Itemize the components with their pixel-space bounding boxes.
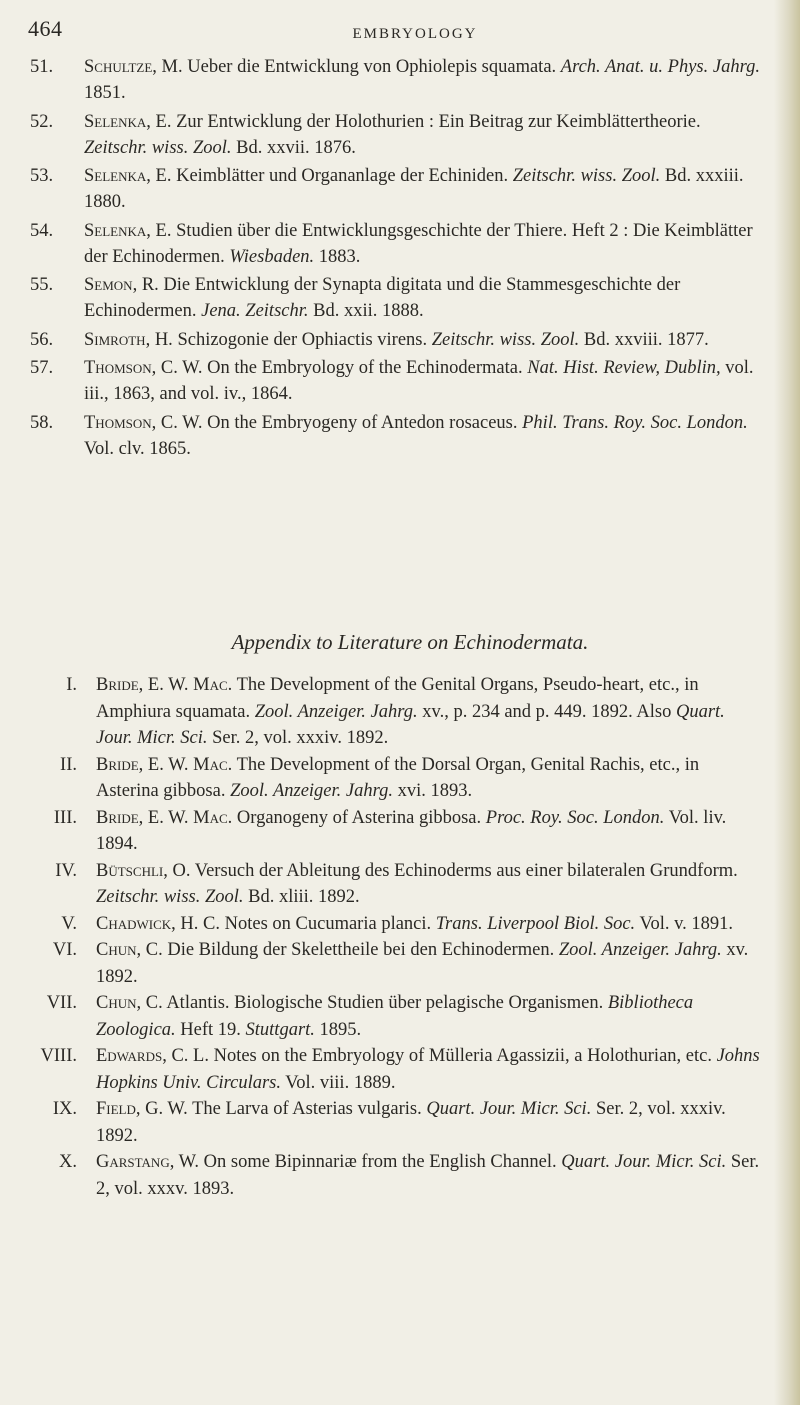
entry-number: VI.: [52, 940, 77, 960]
entry-source: Proc. Roy. Soc. London.: [485, 807, 665, 828]
entry-details: Vol. clv. 1865.: [84, 438, 191, 459]
entry-number: 54.: [30, 220, 54, 241]
reference-entry: [0, 327, 780, 353]
entry-source: Jena. Zeitschr.: [201, 301, 309, 321]
entry-author: Chun, C.: [96, 940, 163, 960]
entry-number: 53.: [30, 166, 54, 186]
page-number: 464: [28, 16, 63, 41]
appendix-entry: [0, 805, 780, 858]
entry-source: Quart. Jour. Micr. Sci.: [561, 1152, 727, 1172]
entry-details: Bd. xxvii. 1876.: [231, 137, 356, 158]
entry-author: Semon, R.: [84, 275, 159, 295]
reference-entry: [0, 163, 780, 215]
appendix-entry: [0, 990, 780, 1043]
reference-entry: [0, 218, 780, 270]
reference-entry: [0, 54, 780, 106]
entry-source: Wiesbaden.: [229, 246, 315, 267]
entry-details: Vol. liv. 1894.: [96, 807, 727, 854]
entry-details: Vol. viii. 1889.: [281, 1072, 396, 1093]
entry-source: Zool. Anzeiger. Jahrg.: [230, 781, 394, 801]
entry-details: Bd. xliii. 1892.: [243, 887, 360, 907]
reference-entry: [0, 355, 780, 407]
entry-title: Die Bildung der Skelettheile bei den Echinodermen.: [162, 940, 559, 960]
entry-title: The Larva of Asterias vulgaris.: [187, 1099, 427, 1119]
entry-source: Quart. Jour. Micr. Sci.: [426, 1099, 592, 1119]
entry-details-secondary: 1895.: [314, 1019, 362, 1040]
appendix-entry: [0, 1096, 780, 1149]
entry-source: Trans. Liverpool Biol. Soc.: [435, 913, 636, 934]
entry-title: The Development of the Dorsal Organ, Genital Rachis, etc., in Asterina gibbosa.: [96, 754, 700, 801]
entry-number: 55.: [30, 275, 54, 295]
entry-title: Schizogonie der Ophiactis virens.: [172, 329, 432, 350]
entry-author: Simroth, H.: [84, 329, 173, 350]
appendix-entry: [0, 858, 780, 911]
entry-source: Zeitschr. wiss. Zool.: [84, 137, 232, 158]
entry-title: On the Embryology of the Echinodermata.: [202, 358, 528, 378]
entry-title: Die Entwicklung der Synapta digitata und die Stammesgeschichte der Echinodermen.: [84, 275, 681, 321]
appendix-heading: Appendix to Literature on Echinodermata.: [231, 630, 589, 654]
entry-source-secondary: Quart. Jour. Micr. Sci.: [96, 701, 725, 748]
entry-source: Zeitschr. wiss. Zool.: [96, 887, 244, 907]
entry-title: Studien über die Entwicklungsgeschichte der Thiere. Heft 2 : Die Keimblätter der Echinodermen.: [84, 220, 753, 267]
appendix-entry: [0, 672, 780, 752]
entry-details: 1883.: [314, 246, 361, 267]
appendix-entry: [0, 911, 780, 938]
entry-source: Zeitschr. wiss. Zool.: [512, 166, 661, 186]
entry-details-secondary: Ser. 2, vol. xxxiv. 1892.: [207, 728, 389, 748]
entry-details: xv. 1892.: [96, 940, 749, 987]
entry-number: V.: [61, 913, 77, 934]
entry-number: VIII.: [40, 1046, 77, 1066]
entry-number: VII.: [46, 993, 77, 1013]
entry-source: Zool. Anzeiger. Jahrg.: [254, 701, 418, 722]
appendix-list: [0, 672, 780, 1202]
entry-author: Bütschli, O.: [96, 860, 191, 881]
entry-details: xv., p. 234 and p. 449. 1892. Also: [417, 701, 676, 722]
entry-number: 56.: [30, 329, 54, 350]
entry-title: Zur Entwicklung der Holothurien : Ein Beitrag zur Keimblättertheorie.: [171, 111, 701, 132]
entry-author: Bride, E. W. Mac.: [96, 754, 233, 775]
entry-title: Notes on Cucumaria planci.: [220, 913, 436, 934]
entry-author: Chun, C.: [96, 993, 163, 1013]
entry-details: Vol. v. 1891.: [635, 913, 734, 934]
entry-number: I.: [66, 675, 77, 695]
entry-number: 51.: [30, 57, 54, 77]
entry-details: Bd. xxii. 1888.: [308, 301, 424, 321]
entry-author: Bride, E. W. Mac.: [96, 807, 233, 828]
reference-entry: [0, 272, 780, 324]
entry-number: X.: [59, 1152, 77, 1172]
appendix-entry: [0, 1149, 780, 1202]
entry-title: On the Embryogeny of Antedon rosaceus.: [202, 412, 523, 433]
entry-details: Heft 19.: [175, 1019, 246, 1040]
entry-number: 57.: [30, 358, 54, 378]
entry-title: On some Bipinnariæ from the English Channel.: [199, 1152, 562, 1172]
entry-source: Bibliotheca Zoologica.: [96, 993, 694, 1040]
entry-number: 52.: [30, 111, 54, 132]
entry-details: vol. iii., 1863, and vol. iv., 1864.: [84, 358, 754, 404]
entry-title: Organogeny of Asterina gibbosa.: [232, 807, 486, 828]
entry-details: Ser. 2, vol. xxxv. 1893.: [96, 1152, 760, 1199]
entry-source: Nat. Hist. Review, Dublin,: [527, 358, 721, 378]
entry-author: Thomson, C. W.: [84, 358, 203, 378]
running-title: EMBRYOLOGY: [352, 26, 478, 42]
entry-source: Zool. Anzeiger. Jahrg.: [558, 940, 722, 960]
entry-details: xvi. 1893.: [393, 781, 473, 801]
reference-list: [0, 54, 780, 464]
entry-source: Phil. Trans. Roy. Soc. London.: [522, 412, 748, 433]
entry-title: Notes on the Embryology of Mülleria Agassizii, a Holothurian, etc.: [208, 1046, 717, 1066]
entry-author: Edwards, C. L.: [96, 1046, 209, 1066]
entry-source: Arch. Anat. u. Phys. Jahrg.: [560, 57, 760, 77]
reference-entry: [0, 109, 780, 161]
entry-details: Bd. xxviii. 1877.: [579, 329, 709, 350]
entry-author: Chadwick, H. C.: [96, 913, 220, 934]
entry-number: III.: [53, 807, 77, 828]
entry-number: IV.: [55, 860, 77, 881]
entry-title: Atlantis. Biologische Studien über pelagische Organismen.: [162, 993, 608, 1013]
entry-author: Selenka, E.: [84, 220, 172, 241]
reference-entry: [0, 410, 780, 462]
entry-title: Versuch der Ableitung des Echinoderms aus einer bilateralen Grundform.: [190, 860, 738, 881]
entry-title: Keimblätter und Organanlage der Echiniden.: [171, 166, 513, 186]
appendix-entry: [0, 937, 780, 990]
entry-title: Ueber die Entwicklung von Ophiolepis squamata.: [182, 57, 561, 77]
entry-source: Zeitschr. wiss. Zool.: [431, 329, 580, 350]
entry-title: The Development of the Genital Organs, Pseudo-heart, etc., in Amphiura squamata.: [96, 675, 699, 722]
entry-author: Garstang, W.: [96, 1152, 200, 1172]
entry-author: Selenka, E.: [84, 111, 172, 132]
entry-number: II.: [60, 754, 77, 775]
entry-author: Thomson, C. W.: [84, 412, 203, 433]
entry-author: Schultze, M.: [84, 57, 183, 77]
entry-details: 1851.: [84, 83, 126, 103]
entry-details: Ser. 2, vol. xxxiv. 1892.: [96, 1099, 726, 1146]
appendix-entry: [0, 1043, 780, 1096]
entry-number: IX.: [52, 1099, 77, 1119]
entry-number: 58.: [30, 412, 54, 433]
appendix-entry: [0, 752, 780, 805]
entry-source-secondary: Stuttgart.: [245, 1019, 315, 1040]
entry-source: Johns Hopkins Univ. Circulars.: [96, 1046, 760, 1093]
entry-author: Selenka, E.: [84, 166, 172, 186]
entry-details: Bd. xxxiii. 1880.: [84, 166, 744, 212]
entry-author: Bride, E. W. Mac.: [96, 675, 233, 695]
entry-author: Field, G. W.: [96, 1099, 188, 1119]
